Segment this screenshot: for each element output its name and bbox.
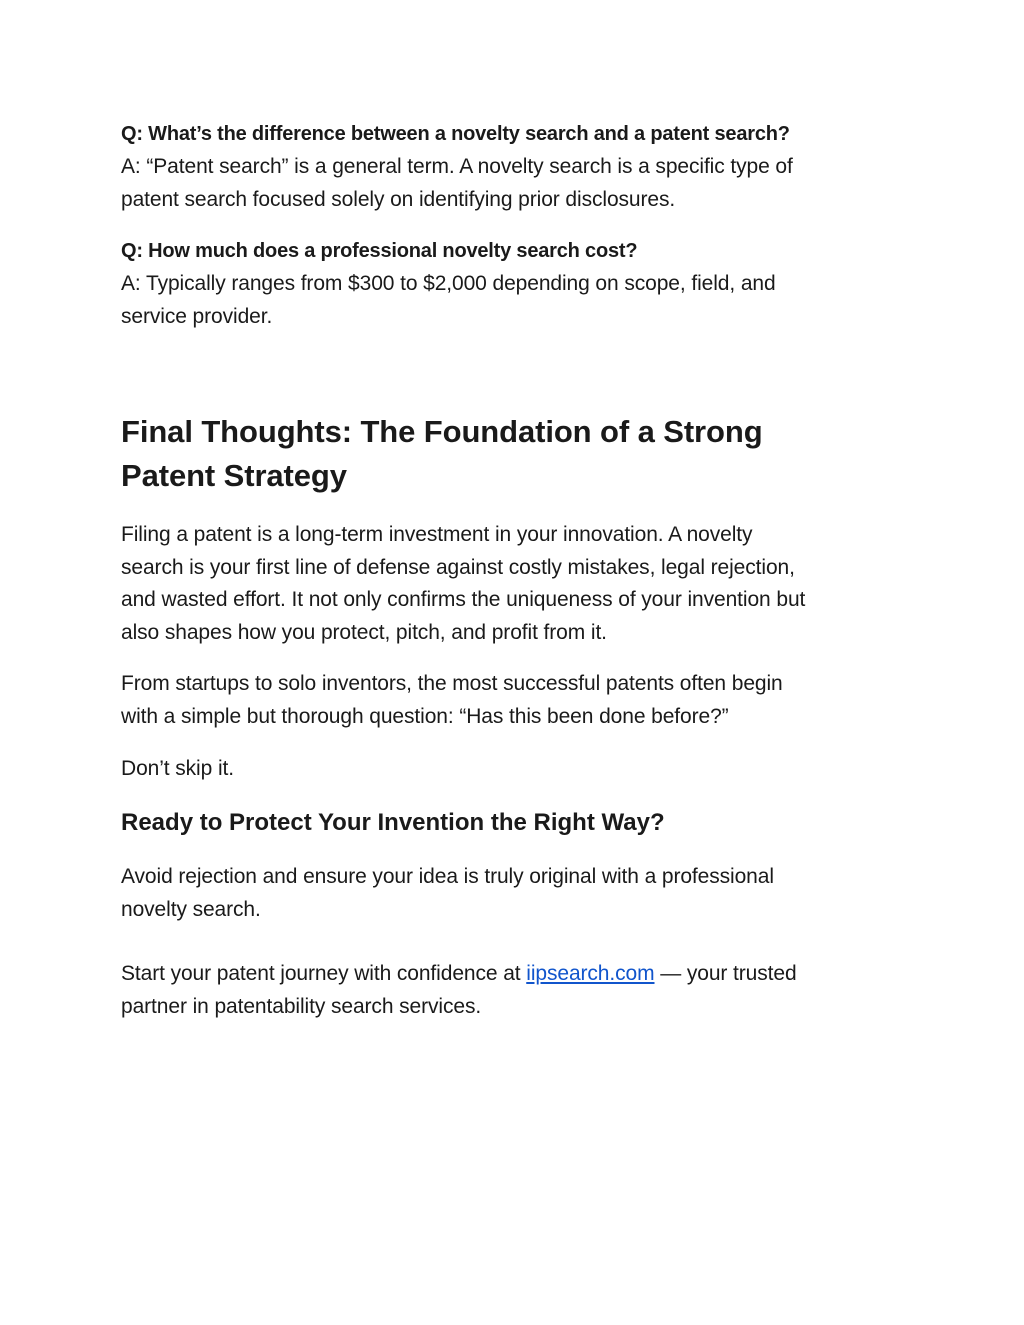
cta-heading: Ready to Protect Your Invention the Right Way?: [121, 809, 665, 836]
iipsearch-link[interactable]: iipsearch.com: [526, 962, 655, 985]
faq-question-1: Q: What’s the difference between a novelty search and a patent search?: [121, 123, 790, 145]
faq-question-2: Q: How much does a professional novelty search cost?: [121, 240, 638, 262]
final-thoughts-paragraph-2: From startups to solo inventors, the most successful patents often begin with a simple but thorough question: “Has this been done before?”: [121, 672, 783, 728]
final-thoughts-paragraph-3: Don’t skip it.: [121, 757, 234, 780]
final-thoughts-heading: Final Thoughts: The Foundation of a Strong Patent Strategy: [121, 414, 763, 493]
final-thoughts-paragraph-1: Filing a patent is a long-term investment in your innovation. A novelty search is your first line of defense against costly mistakes, legal rejection, and wasted effort. It not only confirms the uniqueness of your invention but also shapes how you protect, pitch, and profit from it.: [121, 523, 806, 644]
cta-paragraph: Avoid rejection and ensure your idea is truly original with a professional novelty search.: [121, 865, 774, 921]
cta-closing-paragraph: Start your patent journey with confidence at iipsearch.com — your trusted partner in patentability search services.: [121, 962, 797, 1018]
faq-answer-1: A: “Patent search” is a general term. A novelty search is a specific type of patent search focused solely on identifying prior disclosures.: [121, 155, 793, 211]
faq-answer-2: A: Typically ranges from $300 to $2,000 depending on scope, field, and service provider.: [121, 272, 776, 328]
